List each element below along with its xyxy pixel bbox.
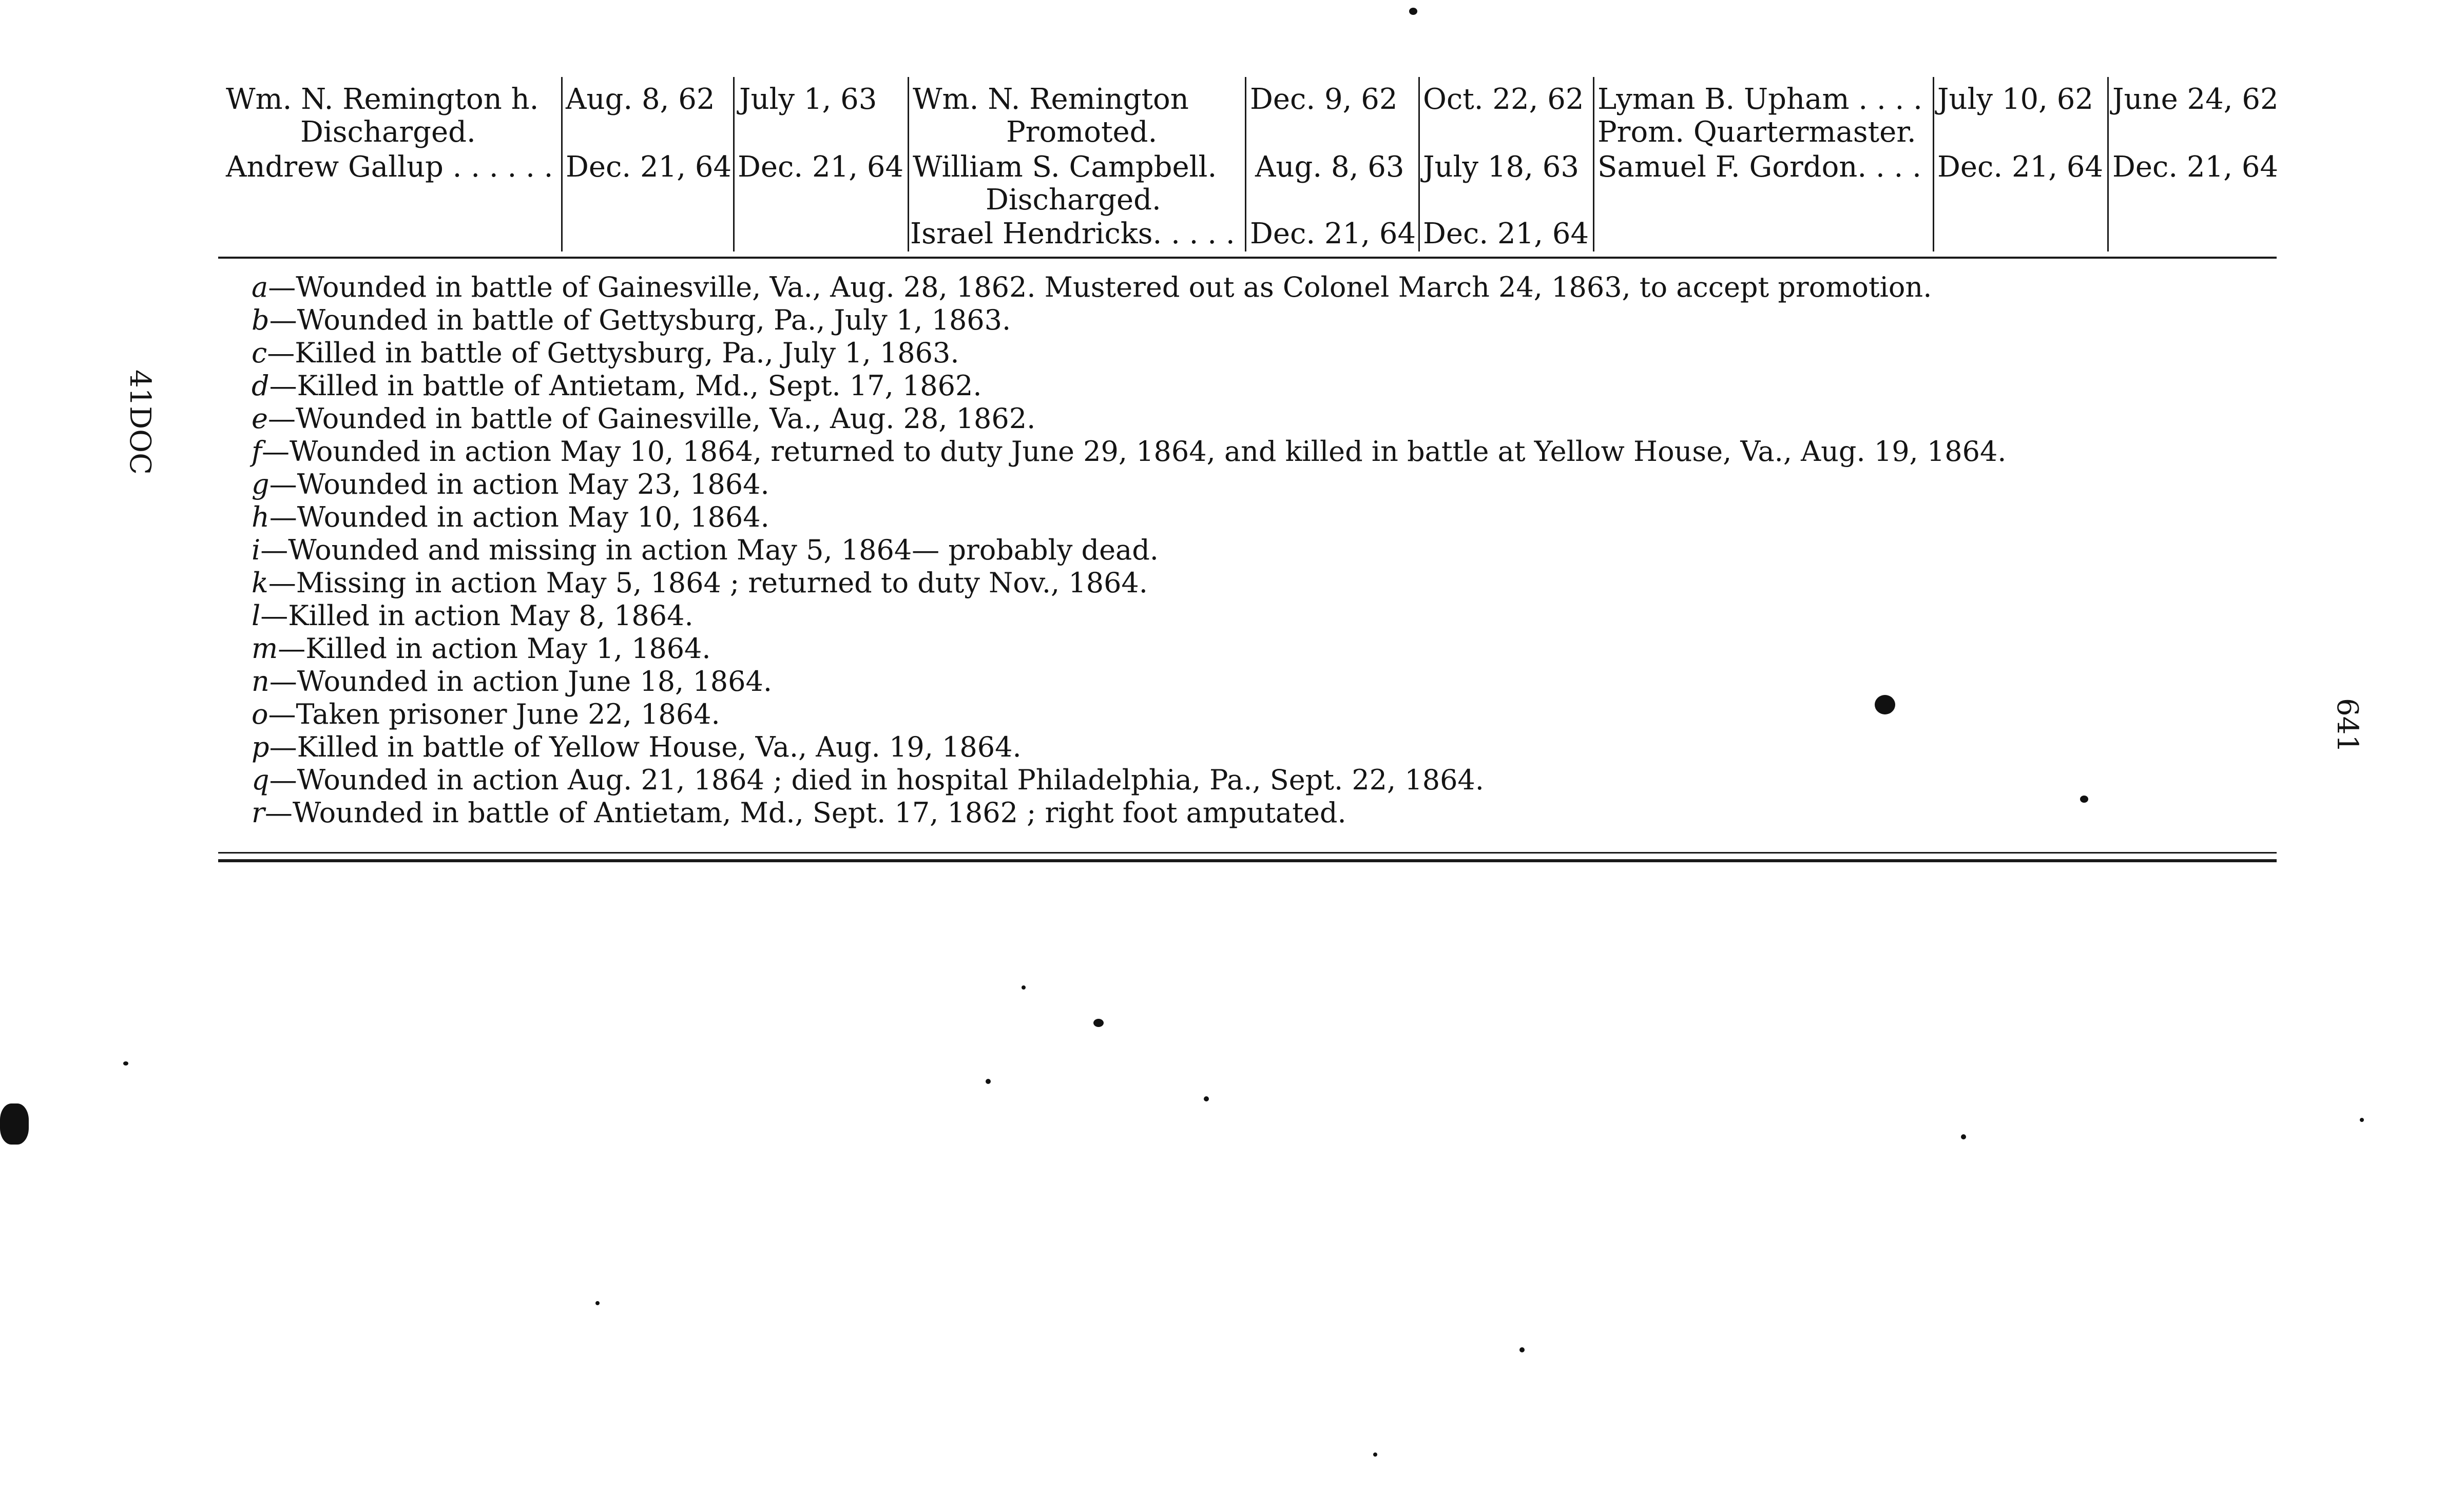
- footnote: [252, 304, 1011, 337]
- footnote-text: —Killed in action May 8, 1864.: [260, 599, 694, 632]
- footnote-key: b: [252, 304, 270, 336]
- table-cell-officer: Israel Hendricks. . . . .: [910, 217, 1235, 250]
- ink-speck: [1022, 985, 1026, 990]
- footnote: [252, 698, 720, 731]
- footnote-text: —Wounded and missing in action May 5, 1864— probably dead.: [260, 534, 1159, 566]
- table-cell-date: Oct. 22, 62: [1423, 83, 1584, 116]
- footnotes-double-rule-top: [218, 852, 2277, 854]
- table-bottom-rule: [218, 257, 2277, 259]
- ink-speck: [1204, 1096, 1209, 1101]
- ink-speck: [1961, 1134, 1966, 1139]
- footnote-text: —Wounded in battle of Antietam, Md., Sept. 17, 1862 ; right foot amputated.: [264, 797, 1346, 829]
- footnote-key: h: [252, 501, 270, 533]
- footnote: [252, 567, 1148, 599]
- footnote-text: —Killed in battle of Yellow House, Va., Aug. 19, 1864.: [269, 731, 1022, 763]
- table-cell-date: July 1, 63: [739, 83, 877, 116]
- footnote-text: —Killed in battle of Antietam, Md., Sept. 17, 1862.: [269, 370, 982, 402]
- footnote: [252, 501, 769, 534]
- footnote-key: c: [252, 337, 267, 369]
- ink-speck: [2080, 796, 2088, 803]
- ink-speck: [1519, 1347, 1525, 1352]
- footnote-key: l: [252, 599, 261, 632]
- ink-speck: [123, 1061, 128, 1066]
- column-rule: [1418, 77, 1420, 251]
- footnotes-double-rule-bottom: [218, 859, 2277, 862]
- footnote-key: n: [252, 665, 270, 698]
- table-cell-date: Dec. 21, 64: [1423, 217, 1589, 250]
- ink-speck: [986, 1079, 991, 1084]
- footnote: [252, 271, 1932, 304]
- ink-speck: [2360, 1118, 2364, 1122]
- ink-speck: [1373, 1452, 1377, 1457]
- table-cell-date: Aug. 8, 62: [566, 83, 715, 116]
- ink-speck: [1093, 1019, 1104, 1027]
- column-rule: [733, 77, 735, 251]
- footnote-key: g: [252, 468, 270, 500]
- table-cell-date: Dec. 21, 64: [1250, 217, 1416, 250]
- column-rule: [2107, 77, 2109, 251]
- table-cell-officer: Wm. N. Remington: [913, 83, 1189, 116]
- table-cell-officer: Andrew Gallup . . . . . .: [226, 150, 553, 184]
- footnote-text: —Missing in action May 5, 1864 ; returned to duty Nov., 1864.: [268, 567, 1148, 599]
- footnote-text: —Wounded in action Aug. 21, 1864 ; died in hospital Philadelphia, Pa., Sept. 22, 1864.: [269, 764, 1484, 796]
- footnote-key: k: [252, 567, 268, 599]
- footnote-text: —Wounded in action May 10, 1864, returned to duty June 29, 1864, and killed in battle at Yellow House, Va., Aug. 19, 1864.: [262, 435, 2007, 468]
- footnote-text: —Wounded in action June 18, 1864.: [269, 665, 772, 698]
- table-cell-date: Dec. 21, 64: [2112, 150, 2279, 184]
- footnote: [252, 764, 1484, 797]
- footnote-key: a: [252, 271, 268, 303]
- ink-speck: [1875, 695, 1895, 714]
- footnote-key: p: [252, 731, 270, 763]
- column-rule: [908, 77, 909, 251]
- page-number: 641: [2331, 698, 2364, 753]
- footnote-text: —Killed in battle of Gettysburg, Pa., July 1, 1863.: [267, 337, 959, 369]
- table-cell-officer: Lyman B. Upham . . . .: [1597, 83, 1922, 116]
- footnote: [252, 797, 1346, 829]
- footnote: [252, 599, 694, 632]
- footnote: [252, 435, 2006, 468]
- footnote-text: —Wounded in battle of Gettysburg, Pa., July 1, 1863.: [269, 304, 1011, 336]
- footnote-text: —Wounded in battle of Gainesville, Va., Aug. 28, 1862.: [267, 402, 1036, 435]
- table-cell-date: Dec. 21, 64: [1937, 150, 2104, 184]
- column-rule: [561, 77, 563, 251]
- table-cell-officer: Samuel F. Gordon. . . .: [1597, 150, 1921, 184]
- column-rule: [1245, 77, 1246, 251]
- column-rule: [1933, 77, 1934, 251]
- table-cell-date: Dec. 21, 64: [738, 150, 904, 184]
- footnote-key: f: [252, 435, 262, 468]
- footnote-text: —Taken prisoner June 22, 1864.: [268, 698, 720, 730]
- ink-speck: [0, 1103, 29, 1145]
- footnote: [252, 337, 959, 370]
- footnote-text: —Wounded in action May 23, 1864.: [269, 468, 769, 500]
- footnote-key: i: [252, 534, 261, 566]
- table-cell-date: Dec. 21, 64: [566, 150, 732, 184]
- table-cell-date: Dec. 9, 62: [1250, 83, 1398, 116]
- doc-label: 41DOC: [123, 370, 157, 475]
- footnote-key: e: [252, 402, 268, 435]
- footnote-key: o: [252, 698, 268, 730]
- table-cell-date: July 18, 63: [1423, 150, 1579, 184]
- ink-speck: [595, 1301, 600, 1305]
- footnote: [252, 468, 769, 501]
- ink-speck: [1409, 8, 1417, 15]
- footnote-key: q: [252, 764, 270, 796]
- footnote-key: m: [252, 632, 278, 665]
- footnote: [252, 632, 711, 665]
- footnote-text: —Wounded in battle of Gainesville, Va., Aug. 28, 1862. Mustered out as Colonel March 24, 1863, to accept promotion.: [268, 271, 1932, 303]
- table-cell-date: Aug. 8, 63: [1255, 150, 1404, 184]
- table-cell-officer-note: Discharged.: [986, 183, 1161, 217]
- footnote-text: —Wounded in action May 10, 1864.: [269, 501, 769, 533]
- column-rule: [1593, 77, 1594, 251]
- footnote: [252, 402, 1035, 435]
- table-cell-date: June 24, 62: [2112, 83, 2279, 116]
- table-cell-officer: Wm. N. Remington h.: [226, 83, 539, 116]
- footnote-text: —Killed in action May 1, 1864.: [278, 632, 711, 665]
- footnote: [252, 665, 772, 698]
- footnote: [252, 370, 982, 402]
- table-cell-date: July 10, 62: [1937, 83, 2093, 116]
- footnote: [252, 731, 1022, 764]
- table-cell-officer: William S. Campbell.: [913, 150, 1217, 184]
- table-cell-officer-note: Promoted.: [1006, 115, 1158, 149]
- footnote: [252, 534, 1159, 567]
- footnote-key: d: [252, 370, 270, 402]
- footnote-key: r: [252, 797, 265, 829]
- table-cell-officer-note: Prom. Quartermaster.: [1597, 115, 1916, 149]
- table-cell-officer-note: Discharged.: [300, 115, 476, 149]
